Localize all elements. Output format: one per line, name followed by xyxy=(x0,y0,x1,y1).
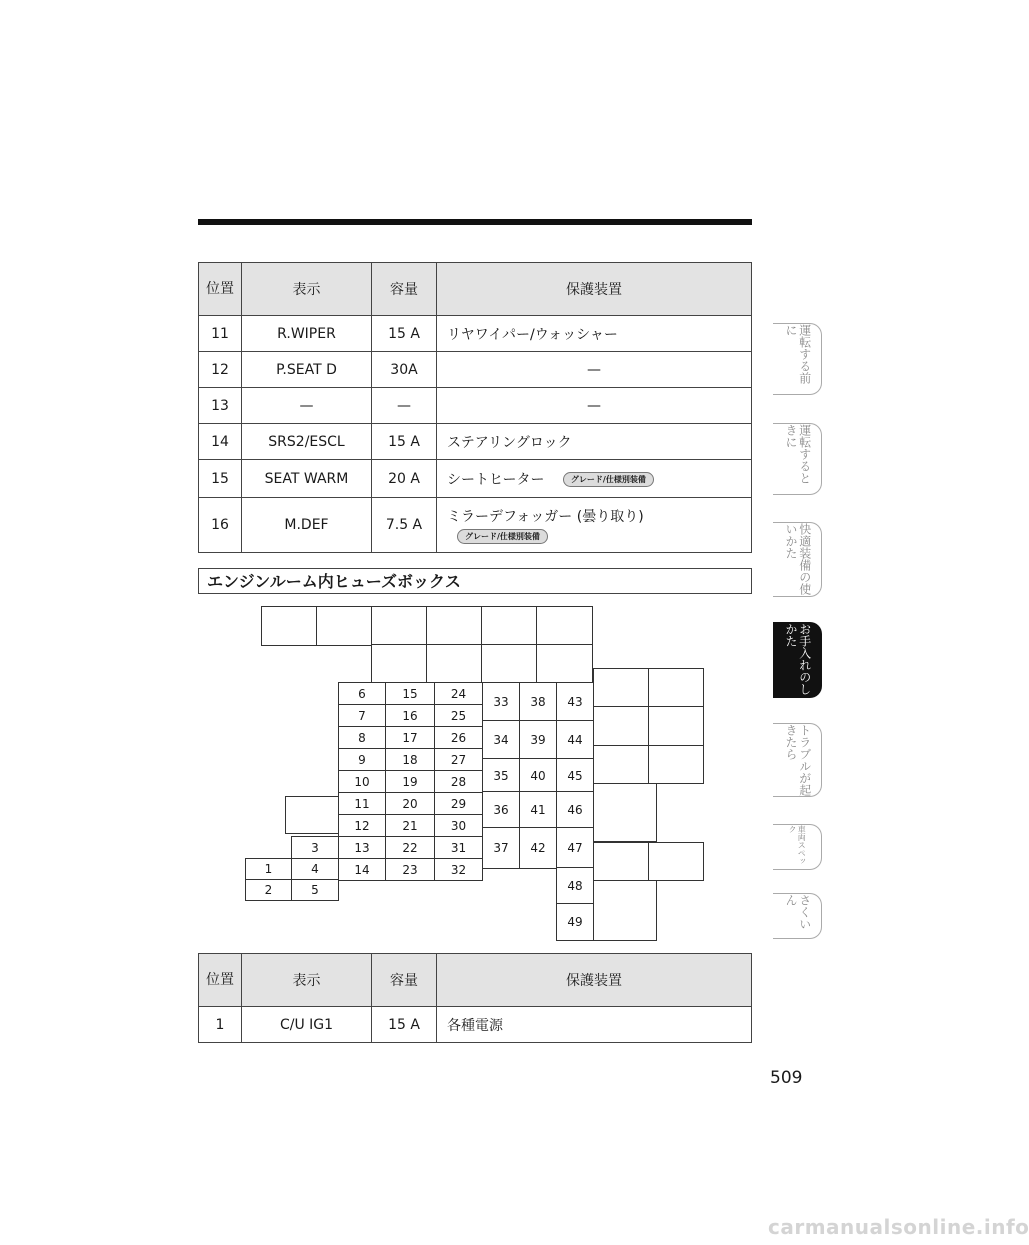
fuse-slot: 20 xyxy=(385,792,435,815)
header-capacity: 容量 xyxy=(372,954,437,1007)
cell-device: リヤワイパー/ウォッシャー xyxy=(437,316,752,352)
cell-capacity: — xyxy=(372,388,437,424)
cell-label: C/U IG1 xyxy=(242,1007,372,1043)
fuse-slot: 4 xyxy=(291,858,339,880)
chapter-tab-troubleshooting[interactable]: トラブルが起きたら xyxy=(773,723,822,797)
fuse-slot-empty xyxy=(426,644,483,683)
cell-label: P.SEAT D xyxy=(242,352,372,388)
fuse-slot: 29 xyxy=(434,792,483,815)
relay-slot-empty xyxy=(593,745,650,784)
table-row xyxy=(199,352,752,388)
chapter-tab-before-driving[interactable]: 運転する前に xyxy=(773,323,822,395)
fuse-slot: 9 xyxy=(338,748,386,771)
cell-label: SEAT WARM xyxy=(242,460,372,498)
fuse-slot: 25 xyxy=(434,704,483,727)
fuse-slot: 14 xyxy=(338,858,386,881)
fuse-slot: 15 xyxy=(385,682,435,705)
cell-capacity: 30A xyxy=(372,352,437,388)
cell-pos: 16 xyxy=(199,498,242,553)
fuse-table-upper xyxy=(198,262,752,553)
fuse-slot: 1 xyxy=(245,858,292,880)
fuse-slot: 6 xyxy=(338,682,386,705)
fuse-slot-empty xyxy=(481,644,538,683)
page-number: 509 xyxy=(770,1068,803,1088)
table-row xyxy=(199,316,752,352)
fuse-slot: 40 xyxy=(519,758,557,793)
fuse-slot: 26 xyxy=(434,726,483,749)
fuse-slot: 41 xyxy=(519,791,557,829)
fuse-slot: 28 xyxy=(434,770,483,793)
cell-device xyxy=(437,460,752,498)
cell-capacity: 7.5 A xyxy=(372,498,437,553)
cell-label: — xyxy=(242,388,372,424)
cell-capacity: 20 A xyxy=(372,460,437,498)
fuse-slot: 47 xyxy=(556,827,594,869)
header-device: 保護装置 xyxy=(437,954,752,1007)
fuse-slot: 11 xyxy=(338,792,386,815)
fuse-slot: 17 xyxy=(385,726,435,749)
table-row xyxy=(199,1007,752,1043)
fuse-slot: 18 xyxy=(385,748,435,771)
chapter-tab-index[interactable]: さくいん xyxy=(773,893,822,939)
device-text: ミラーデフォッガー (曇り取り) xyxy=(447,509,644,525)
fuse-slot: 24 xyxy=(434,682,483,705)
fuse-slot: 8 xyxy=(338,726,386,749)
relay-slot-empty xyxy=(648,842,704,881)
header-capacity: 容量 xyxy=(372,263,437,316)
fuse-slot: 30 xyxy=(434,814,483,837)
fuse-slot-empty xyxy=(371,606,428,646)
cell-pos: 11 xyxy=(199,316,242,352)
table-row xyxy=(199,498,752,553)
fuse-slot: 13 xyxy=(338,836,386,859)
fuse-slot-empty xyxy=(536,644,593,683)
grade-badge: グレード/仕様別装備 xyxy=(457,529,548,544)
fuse-slot: 39 xyxy=(519,720,557,760)
fuse-slot: 37 xyxy=(482,827,520,869)
fuse-table-lower xyxy=(198,953,752,1043)
relay-slot-empty xyxy=(593,706,650,747)
fuse-slot-empty xyxy=(426,606,483,646)
fuse-slot: 43 xyxy=(556,682,594,722)
fuse-slot: 27 xyxy=(434,748,483,771)
fuse-slot: 22 xyxy=(385,836,435,859)
cell-pos: 14 xyxy=(199,424,242,460)
cell-pos: 1 xyxy=(199,1007,242,1043)
header-label: 表示 xyxy=(242,954,372,1007)
cell-capacity: 15 A xyxy=(372,316,437,352)
chapter-tab-comfort-equipment[interactable]: 快適装備の使いかた xyxy=(773,522,822,597)
cell-device: — xyxy=(437,388,752,424)
fuse-slot: 48 xyxy=(556,867,594,905)
relay-slot-empty xyxy=(648,668,704,707)
fuse-slot: 44 xyxy=(556,720,594,760)
fuse-slot: 10 xyxy=(338,770,386,793)
fuse-slot: 49 xyxy=(556,903,594,941)
cell-device xyxy=(437,498,752,553)
chapter-tab-while-driving[interactable]: 運転するときに xyxy=(773,423,822,495)
relay-slot-empty xyxy=(593,880,657,941)
table-row xyxy=(199,460,752,498)
fuse-slot: 33 xyxy=(482,682,520,722)
fuse-slot: 5 xyxy=(291,879,339,901)
header-device: 保護装置 xyxy=(437,263,752,316)
cell-label: R.WIPER xyxy=(242,316,372,352)
fuse-slot: 31 xyxy=(434,836,483,859)
footer-watermark: carmanualsonline.info xyxy=(768,1215,1029,1239)
relay-slot-empty xyxy=(593,783,657,842)
relay-slot-empty xyxy=(285,796,339,834)
fuse-slot-empty xyxy=(481,606,538,646)
relay-slot-empty xyxy=(648,745,704,784)
fuse-slot-empty xyxy=(536,606,593,646)
fuse-slot: 46 xyxy=(556,791,594,829)
cell-capacity: 15 A xyxy=(372,424,437,460)
cell-pos: 15 xyxy=(199,460,242,498)
top-rule xyxy=(198,219,752,225)
cell-device: ステアリングロック xyxy=(437,424,752,460)
cell-label: SRS2/ESCL xyxy=(242,424,372,460)
device-text: シートヒーター xyxy=(447,471,545,488)
grade-badge: グレード/仕様別装備 xyxy=(563,472,654,487)
relay-slot-empty xyxy=(648,706,704,747)
cell-device: 各種電源 xyxy=(437,1007,752,1043)
cell-device: — xyxy=(437,352,752,388)
fuse-slot: 2 xyxy=(245,879,292,901)
fuse-slot: 12 xyxy=(338,814,386,837)
fuse-slot: 16 xyxy=(385,704,435,727)
cell-pos: 12 xyxy=(199,352,242,388)
chapter-tab-specifications[interactable]: 車両スペック xyxy=(773,824,822,870)
header-label: 表示 xyxy=(242,263,372,316)
fuse-slot: 3 xyxy=(291,836,339,859)
fuse-slot-empty xyxy=(316,606,373,646)
fuse-slot: 32 xyxy=(434,858,483,881)
chapter-tab-maintenance[interactable]: お手入れのしかた xyxy=(773,622,822,698)
header-pos: 位置 xyxy=(199,954,242,1007)
fuse-slot: 35 xyxy=(482,758,520,793)
table-row xyxy=(199,388,752,424)
fuse-slot: 45 xyxy=(556,758,594,793)
fuse-slot-empty xyxy=(261,606,318,646)
fuse-slot: 23 xyxy=(385,858,435,881)
cell-label: M.DEF xyxy=(242,498,372,553)
fuse-slot: 19 xyxy=(385,770,435,793)
relay-slot-empty xyxy=(593,668,650,707)
table-row xyxy=(199,424,752,460)
header-pos: 位置 xyxy=(199,263,242,316)
fuse-slot-empty xyxy=(371,644,428,683)
fuse-slot: 36 xyxy=(482,791,520,829)
fuse-slot: 34 xyxy=(482,720,520,760)
fuse-slot: 7 xyxy=(338,704,386,727)
fuse-slot: 42 xyxy=(519,827,557,869)
cell-capacity: 15 A xyxy=(372,1007,437,1043)
fuse-slot: 38 xyxy=(519,682,557,722)
fuse-slot: 21 xyxy=(385,814,435,837)
relay-slot-empty xyxy=(593,842,650,881)
section-title: エンジンルーム内ヒューズボックス xyxy=(198,568,752,594)
cell-pos: 13 xyxy=(199,388,242,424)
